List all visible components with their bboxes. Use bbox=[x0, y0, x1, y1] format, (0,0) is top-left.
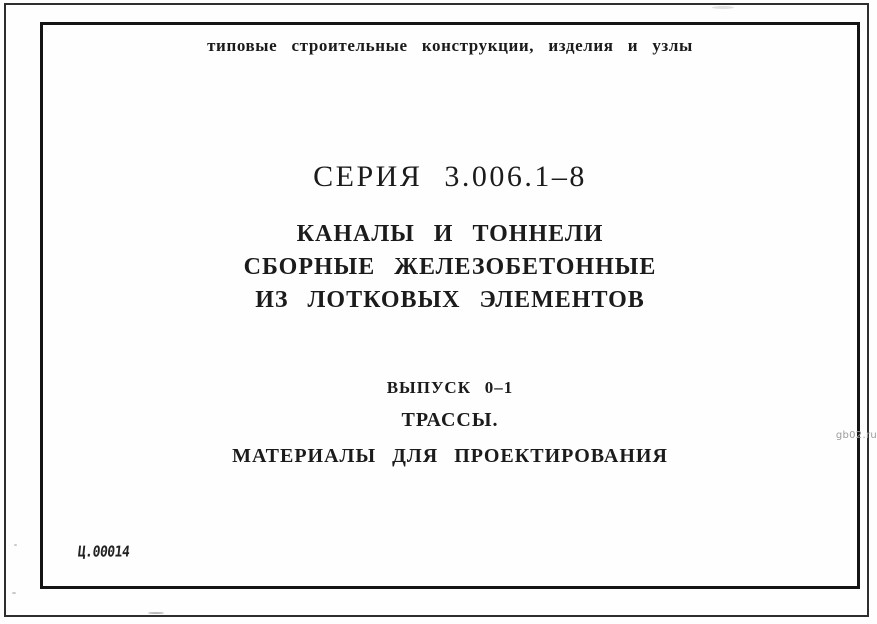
document-category-header: типовые строительные конструкции, изделия и узлы bbox=[207, 36, 693, 55]
document-title-line-1: КАНАЛЫ И ТОННЕЛИ bbox=[296, 221, 604, 247]
scan-speck bbox=[14, 544, 17, 546]
document-title-line-3: ИЗ ЛОТКОВЫХ ЭЛЕМЕНТОВ bbox=[255, 287, 645, 313]
subtitle-line-2: МАТЕРИАЛЫ ДЛЯ ПРОЕКТИРОВАНИЯ bbox=[232, 445, 668, 467]
inventory-mark-handwritten: Ц.00014 bbox=[77, 543, 131, 561]
scan-speck bbox=[712, 6, 734, 9]
title-block-content bbox=[40, 22, 860, 589]
scan-speck bbox=[12, 592, 16, 594]
document-title-line-2: СБОРНЫЕ ЖЕЛЕЗОБЕТОННЫЕ bbox=[243, 254, 657, 280]
scan-speck bbox=[148, 612, 164, 614]
issue-number: ВЫПУСК 0–1 bbox=[386, 378, 514, 397]
subtitle-line-1: ТРАССЫ. bbox=[401, 409, 499, 431]
series-number: СЕРИЯ 3.006.1–8 bbox=[313, 160, 587, 193]
watermark: gb02.ru bbox=[835, 430, 877, 441]
